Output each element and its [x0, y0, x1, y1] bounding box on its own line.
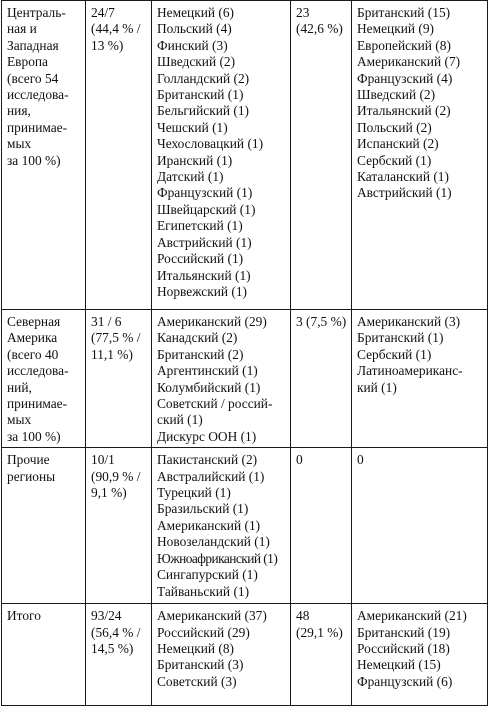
- cell-line: Южноафриканский (1): [157, 550, 278, 566]
- cell-line: 13 %): [91, 37, 124, 53]
- cell-line: Прочие: [7, 452, 50, 468]
- cell-line: Каталанский (1): [357, 169, 449, 185]
- cell-line: ский (1): [157, 412, 203, 428]
- share-second-cell: [291, 1, 352, 310]
- cell-line: исследова-: [7, 87, 69, 103]
- cell-line: Британский (2): [157, 346, 244, 362]
- country-list-second-cell: [352, 448, 488, 604]
- cell-line: (всего 40: [7, 346, 59, 362]
- cell-line: Иранский (1): [157, 152, 233, 168]
- cell-line: Немецкий (6): [157, 5, 234, 20]
- country-list-first-cell: [152, 604, 291, 706]
- region-cell: [2, 448, 86, 604]
- share-first-cell: [86, 604, 152, 706]
- cell-line: Советский (3): [157, 673, 237, 689]
- cell-line: Российский (1): [157, 251, 244, 267]
- country-list-first-cell: [152, 1, 291, 310]
- cell-line: Норвежский (1): [157, 283, 248, 299]
- cell-line: Сингапурский (1): [157, 567, 258, 583]
- cell-line: Новозеландский (1): [157, 534, 270, 550]
- cell-line: Египетский (1): [157, 218, 243, 234]
- cell-line: 23: [296, 5, 310, 20]
- cell-line: 24/7: [91, 5, 115, 20]
- cell-line: Австрийский (1): [357, 185, 452, 201]
- table-row: [2, 604, 488, 706]
- cell-line: Западная: [7, 37, 59, 53]
- cell-line: Латиноамериканс-: [357, 363, 463, 379]
- cell-line: Голландский (2): [157, 70, 250, 86]
- cell-line: мых: [7, 412, 32, 428]
- country-list-first-cell: [152, 310, 291, 448]
- region-cell: [2, 1, 86, 310]
- cell-line: Австралийский (1): [157, 468, 265, 484]
- share-first-cell: [86, 1, 152, 310]
- cell-line: Итальянский (2): [357, 103, 451, 119]
- cell-line: исследова-: [7, 363, 69, 379]
- cell-line: ная и: [7, 21, 37, 37]
- cell-line: 11,1 %): [91, 346, 133, 362]
- cell-line: Чешский (1): [157, 119, 228, 135]
- cell-line: Американский (21): [357, 608, 467, 624]
- country-list-second-cell: [352, 1, 488, 310]
- cell-line: 9,1 %): [91, 485, 127, 501]
- cell-line: (42,6 %): [296, 21, 343, 37]
- cell-line: (77,5 % /: [91, 330, 141, 346]
- share-first-cell: [86, 448, 152, 604]
- cell-line: Британский (15): [357, 5, 451, 20]
- table-row: [2, 1, 488, 310]
- region-cell: [2, 310, 86, 448]
- cell-line: Турецкий (1): [157, 485, 231, 501]
- research-table: [1, 0, 488, 706]
- share-second-cell: [291, 448, 352, 604]
- cell-line: мых: [7, 136, 32, 152]
- cell-line: 10/1: [91, 452, 115, 468]
- cell-line: Итого: [7, 608, 41, 624]
- country-list-second-cell: [352, 310, 488, 448]
- cell-line: кий (1): [357, 379, 397, 395]
- cell-line: (всего 54: [7, 70, 59, 86]
- cell-line: Тайваньский (1): [157, 583, 250, 599]
- cell-line: регионы: [7, 468, 56, 484]
- cell-line: Испанский (2): [357, 136, 439, 152]
- cell-line: за 100 %): [7, 428, 61, 444]
- cell-line: Австрийский (1): [157, 234, 252, 250]
- cell-line: 3 (7,5 %): [296, 314, 347, 329]
- cell-line: Итальянский (1): [157, 267, 251, 283]
- cell-line: ния,: [7, 103, 31, 119]
- cell-line: Британский (1): [157, 87, 244, 103]
- cell-line: Чехословацкий (1): [157, 136, 264, 152]
- cell-line: Американский (29): [157, 314, 267, 329]
- cell-line: Бразильский (1): [157, 501, 249, 517]
- cell-line: принимае-: [7, 396, 68, 412]
- table-row: [2, 310, 488, 448]
- cell-line: Американский (3): [357, 314, 461, 329]
- cell-line: Французский (1): [157, 185, 253, 201]
- share-first-cell: [86, 310, 152, 448]
- cell-line: Французский (4): [357, 70, 453, 86]
- cell-line: (56,4 % /: [91, 624, 141, 640]
- cell-line: Финский (3): [157, 37, 228, 53]
- country-list-first-cell: [152, 448, 291, 604]
- cell-line: Французский (6): [357, 673, 453, 689]
- cell-line: Централь-: [7, 5, 66, 20]
- cell-line: Датский (1): [157, 169, 224, 185]
- cell-line: (29,1 %): [296, 624, 343, 640]
- share-second-cell: [291, 604, 352, 706]
- cell-line: Сербский (1): [357, 152, 432, 168]
- cell-line: Британский (1): [357, 330, 444, 346]
- cell-line: Колумбийский (1): [157, 379, 261, 395]
- cell-line: (44,4 % /: [91, 21, 141, 37]
- cell-line: 93/24: [91, 608, 122, 624]
- cell-line: Европа: [7, 54, 49, 70]
- cell-line: Американский (1): [157, 517, 261, 533]
- cell-line: 14,5 %): [91, 641, 134, 657]
- cell-line: Российский (29): [157, 624, 250, 640]
- cell-line: 0: [357, 452, 364, 468]
- cell-line: Советский / россий-: [157, 396, 273, 412]
- cell-line: Российский (18): [357, 641, 450, 657]
- cell-line: Британский (3): [157, 657, 244, 673]
- cell-line: 48: [296, 608, 310, 624]
- cell-line: Шведский (2): [157, 54, 236, 70]
- cell-line: Америка: [7, 330, 58, 346]
- cell-line: Польский (2): [357, 119, 432, 135]
- cell-line: Канадский (2): [157, 330, 238, 346]
- cell-line: Северная: [7, 314, 61, 329]
- cell-line: Шведский (2): [357, 87, 436, 103]
- cell-line: Польский (4): [157, 21, 232, 37]
- cell-line: Пакистанский (2): [157, 452, 258, 468]
- cell-line: за 100 %): [7, 152, 61, 168]
- share-second-cell: [291, 310, 352, 448]
- cell-line: Дискурс ООН (1): [157, 428, 257, 444]
- cell-line: Швейцарский (1): [157, 201, 256, 217]
- region-cell: [2, 604, 86, 706]
- cell-line: 0: [296, 452, 303, 468]
- cell-line: Американский (7): [357, 54, 461, 70]
- cell-line: Бельгийский (1): [157, 103, 249, 119]
- cell-line: 31 / 6: [91, 314, 122, 329]
- cell-line: (90,9 % /: [91, 468, 141, 484]
- cell-line: Сербский (1): [357, 346, 432, 362]
- table-row: [2, 448, 488, 604]
- cell-line: ний,: [7, 379, 32, 395]
- cell-line: Немецкий (15): [357, 657, 441, 673]
- cell-line: Европейский (8): [357, 37, 451, 53]
- country-list-second-cell: [352, 604, 488, 706]
- cell-line: Аргентинский (1): [157, 363, 258, 379]
- cell-line: принимае-: [7, 119, 68, 135]
- cell-line: Британский (19): [357, 624, 451, 640]
- cell-line: Немецкий (9): [357, 21, 434, 37]
- cell-line: Американский (37): [157, 608, 267, 624]
- cell-line: Немецкий (8): [157, 641, 234, 657]
